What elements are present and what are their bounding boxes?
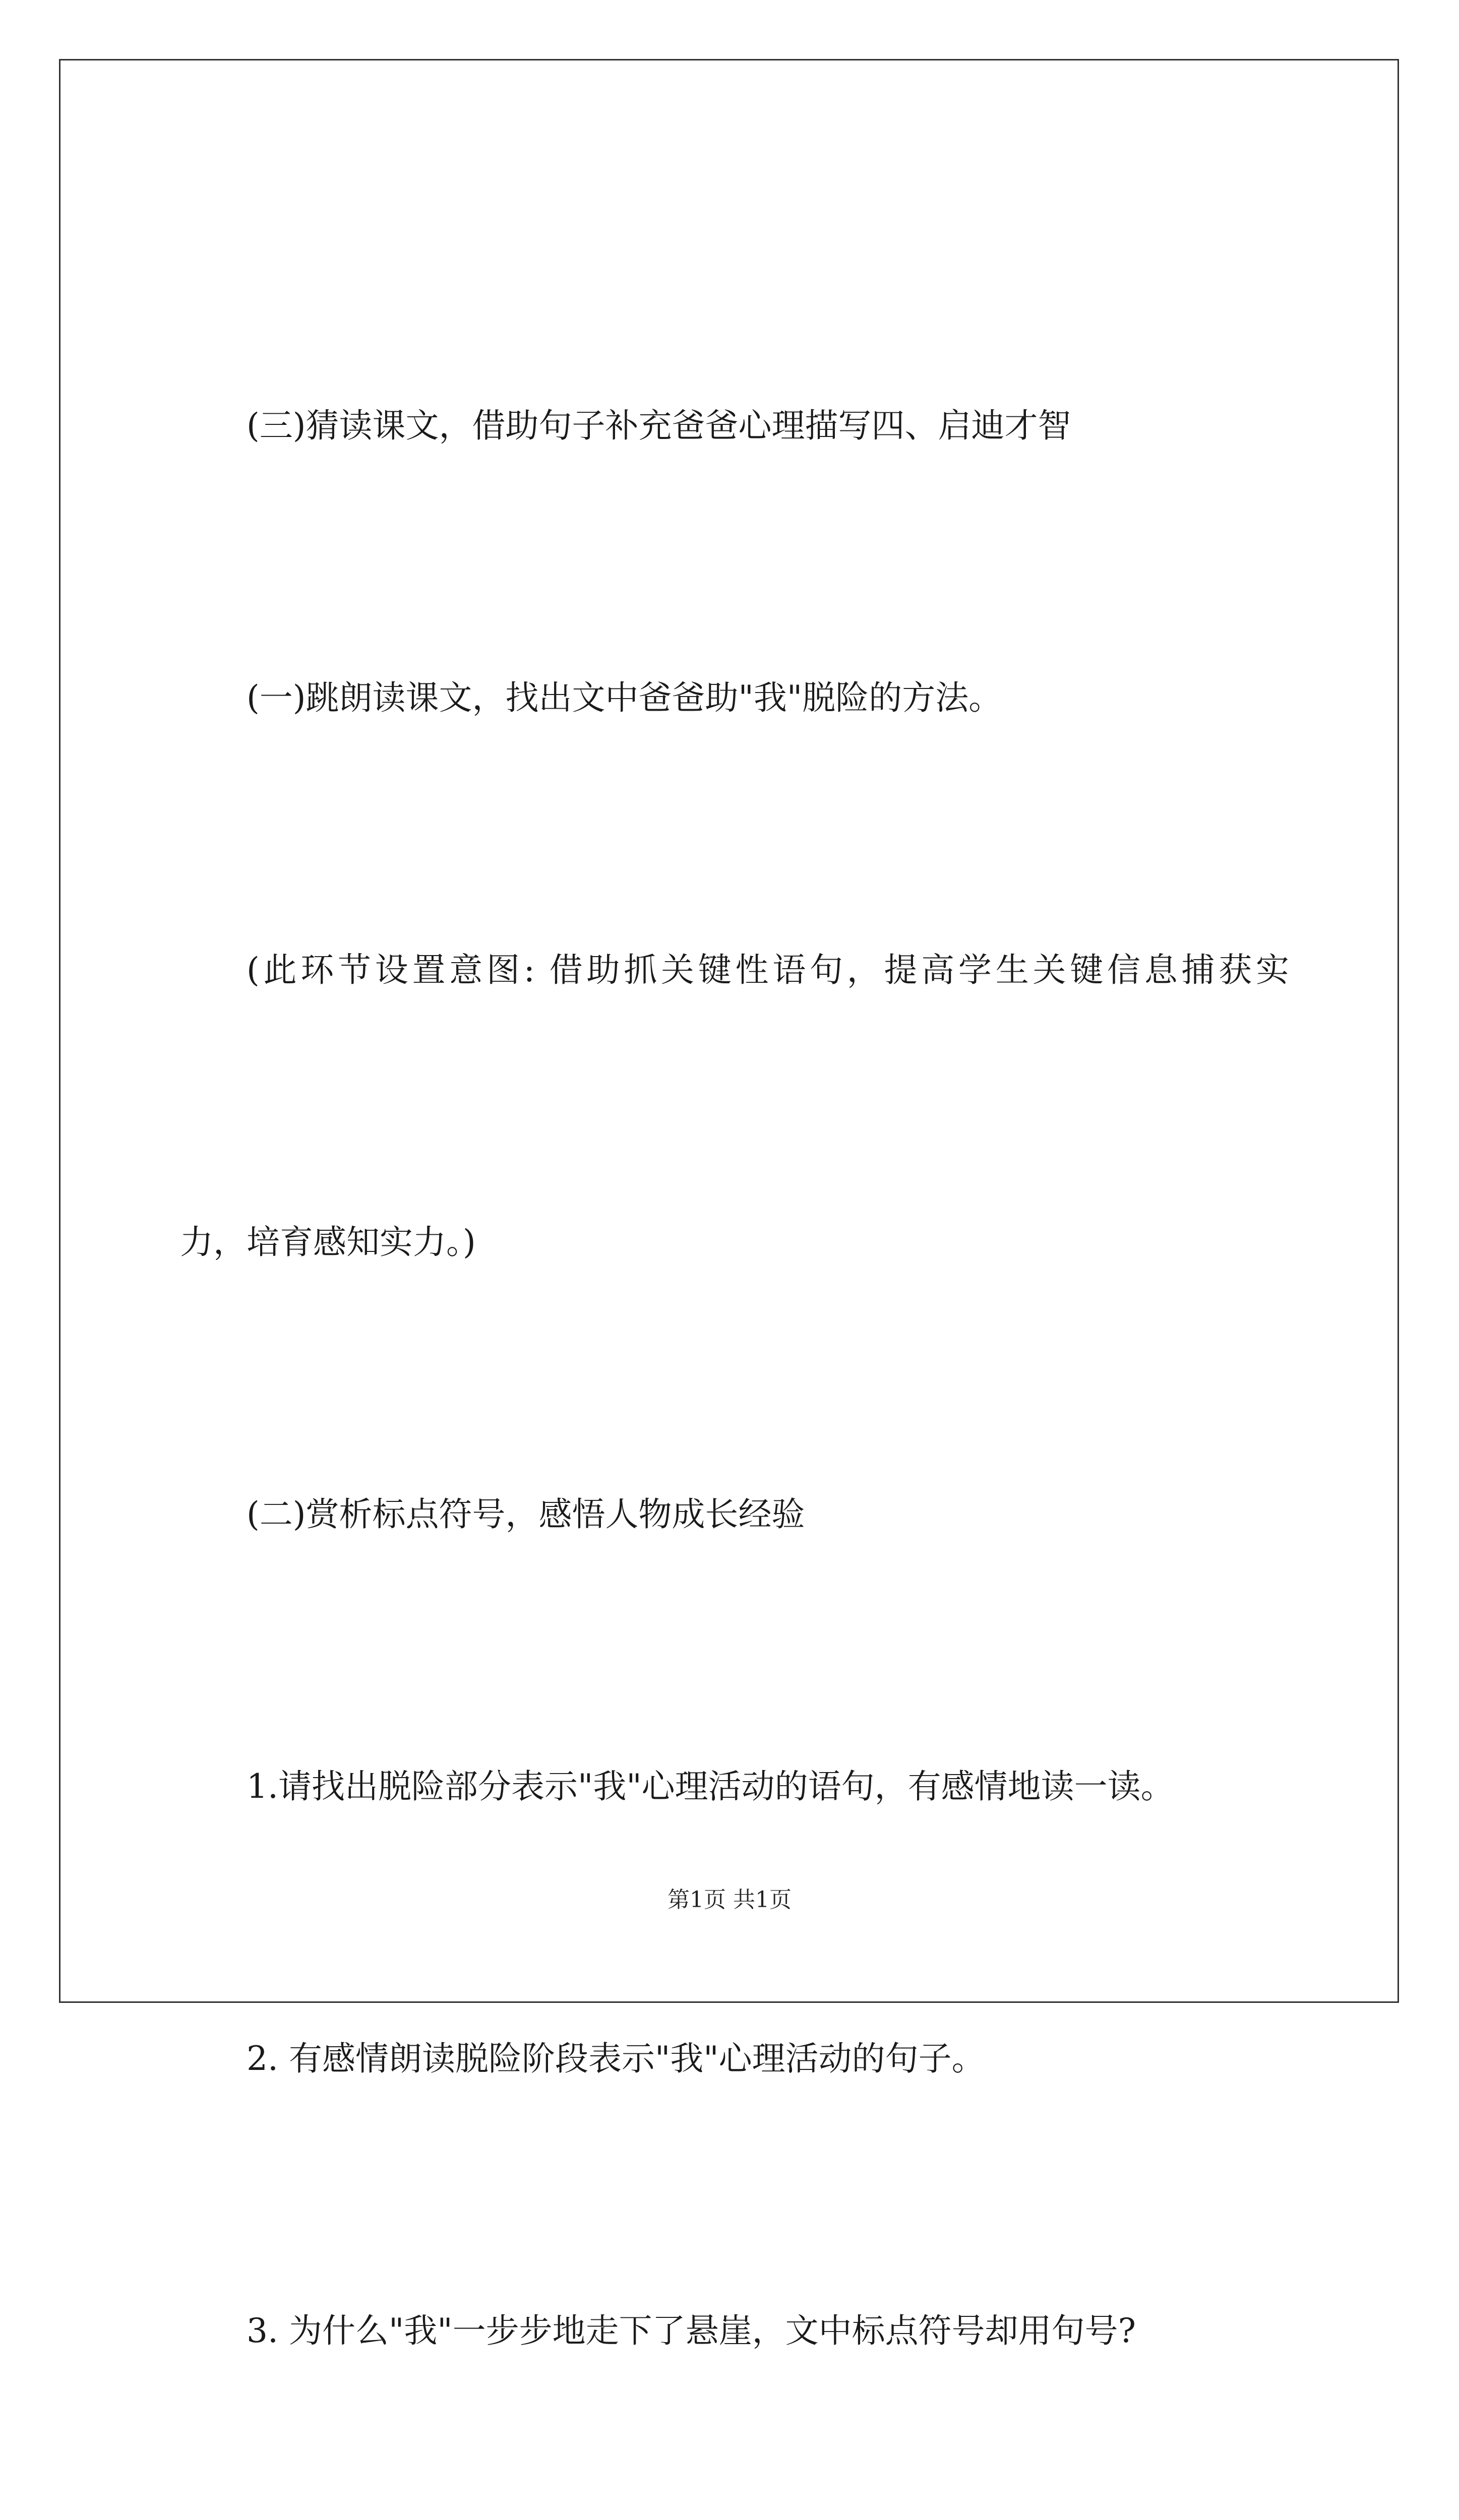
- text-line: 力，培育感知实力。): [180, 1223, 476, 1262]
- text-line: (三)猜读课文，借助句子补充爸爸心理描写四、启迪才智: [247, 406, 1071, 445]
- text-line: 3. 为什么"我"一步步地走下了悬崖，文中标点符号却用句号?: [247, 2311, 1136, 2350]
- text-line: (二)赏析标点符号，感悟人物成长经验: [247, 1495, 805, 1534]
- document-body: [180, 199, 1289, 2520]
- page-footer: 第1页 共1页: [667, 1887, 792, 1913]
- text-line: 1.请找出脱险部分表示"我"心理活动的语句，有感情地读一读。: [247, 1767, 1174, 1806]
- text-line: (此环节设置意图: 借助抓关键性语句，提高学生关键信息捕获实: [247, 951, 1289, 989]
- text-line: 2. 有感情朗读脱险阶段表示"我"心理活动的句子。: [247, 2039, 985, 2078]
- text-line: (一)跳朗读课文，找出文中爸爸助"我"脱险的方法。: [247, 678, 1002, 717]
- text-lines: [180, 199, 1289, 2520]
